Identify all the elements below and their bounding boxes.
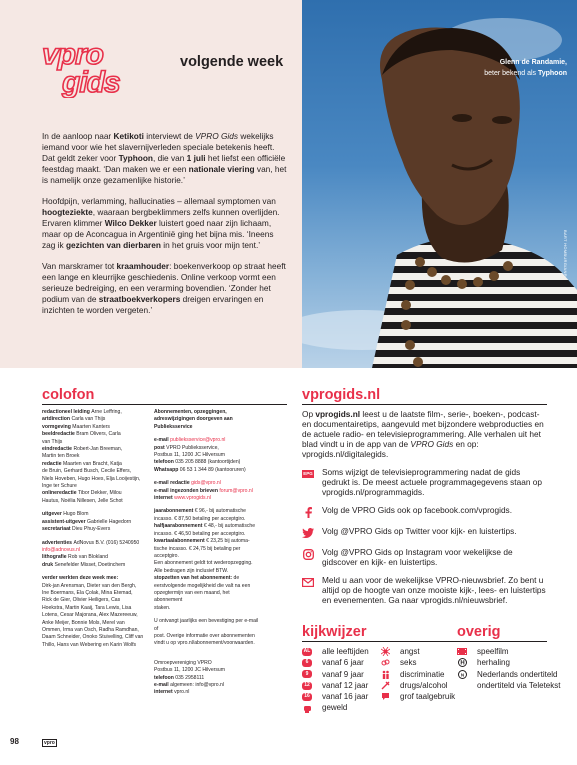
colofon-line: Inge ter Schure [42,483,77,490]
caption-subline: beter bekend als Typhoon [484,69,567,77]
colofon-line: incasso. € 87,50 betaling per acceptgiro. [154,515,246,522]
vpro-gids-logo [42,40,142,98]
colofon-line: Postbus 11, 1200 JC Hilversum [154,452,225,459]
colofon-line: e-mail ingezonden brieven forum@vpro.nl [154,487,253,494]
age-6-icon: 6 [302,659,312,667]
kijkwijzer-item: grof taalgebruik [380,691,455,702]
colofon-line: e-mail algemeen: info@vpro.nl [154,682,225,688]
vprogids-item: Volg @VPRO Gids op Twitter voor kijk- en luistertips. [302,526,547,539]
colofon-line: verder werkten deze week mee: [42,575,119,582]
colofon-line: artdirection Carla van Thijs [42,416,106,423]
kijkwijzer-themes [380,646,455,702]
colofon-line: Publieksservice [154,423,193,430]
colofon-credits [42,409,147,649]
overig-list [457,646,560,691]
colofon-line: U ontvangt jaarlijks een bevestiging per e-mail of [154,618,259,632]
fist-icon [302,704,312,713]
colofon-line: adreswijzigingen doorgeven aan [154,416,233,423]
svg-text:gids: gids [62,66,120,98]
kijkwijzer-item: seks [380,657,455,668]
colofon-line: druk Senefelder Misset, Doetinchem [42,561,126,568]
colofon-line: Omroepvereniging VPRO [154,659,212,666]
svg-text:N: N [460,672,464,678]
overig-heading: overig [457,624,501,640]
colofon-subscriptions [154,409,259,697]
colofon-line: stopzetten van het abonnement: de [154,575,240,582]
vprogids-heading: vprogids.nl [302,387,381,403]
colofon-line: redactioneel leiding Arne Leffring, [42,409,122,415]
facebook-icon [302,506,314,518]
colofon-line: assistent-uitgever Gabrielle Hagedorn [42,518,132,525]
colofon-line: vindt u op vpro.nl/abonnement/voorwaarden. [154,640,255,647]
colofon-line: Niels Hoveben, Hugo Hoes, Elja Looijestijn, [42,475,141,482]
vprogids-item: Meld u aan voor de wekelijkse VPRO-nieuwsbrief. Zo bent u altijd op de hoogte van onze mooiste kijk-, lees- en luistertips en evenementen. Ga naar vprogids.nl/nieuwsbrief. [302,575,547,605]
overig-item: H herhaling [457,657,560,668]
colofon-line: onlineredactie Tibor Dekker, Milou [42,490,122,497]
svg-text:vpro: vpro [42,40,104,71]
colofon-line: advertenties AdNovus B.V. (016) 5240950 [42,539,140,546]
intro-paragraph: Van marskramer tot kraamhouder: boekenverkoop op straat heeft een lange en kleurrijke geschiedenis. Online verkoop vormt een serieuze bedreiging, en een verarming bovendien. ‘Zonder het podium van de straatboekverkopers dreigen ervaringen en inzichten te worden vergeten.’ [42,261,286,315]
colofon-line: Whatsapp 06 53 1 344 89 (kantooruren) [154,466,246,473]
spider-icon [380,647,390,656]
colofon-line: Postbus 11, 1200 JC Hilversum [154,667,225,674]
film-icon [457,647,467,656]
colofon-line: internet www.vprogids.nl [154,495,211,502]
colofon-line: van Thijs [42,438,63,445]
colofon-line: Thillo, Hans van Webering en Karin Wolfs [42,641,137,648]
discrimination-icon [380,670,390,679]
colofon-line: Daam Schneider, Onoko Stuivelling, Cliff van [42,634,144,641]
kijkwijzer-item: discriminatie [380,669,455,680]
kijkwijzer-item: 16 vanaf 16 jaar [302,691,369,702]
colofon-line: Anke Meijer, Bonnie Mols, Merel van [42,619,125,626]
age-16-icon: 16 [302,693,312,701]
speech-icon [380,692,390,701]
colofon-line: Hoekstra, Martin Kaaij, Tara Lewis, Lisa [42,604,132,611]
kijkwijzer-item: 6 vanaf 6 jaar [302,657,369,668]
divider [42,404,287,405]
kijkwijzer-item: drugs/alcohol [380,680,455,691]
colofon-line: lithografie Rob van Blokland [42,554,108,561]
colofon-heading: colofon [42,387,95,403]
colofon-line: info@adnovus.nl [42,546,81,553]
colofon-line: telefoon 035 2958111 [154,674,205,681]
colofon-line: eerstvolgende mogelijkheid die valt na een [154,582,251,589]
cover-photo [302,0,577,368]
colofon-line: Abonnementen, opzeggingen, [154,409,227,415]
colofon-line: Hautus, Noëlia Nillesen, Jelle Schot [42,497,123,504]
sex-icon [380,658,390,667]
nl-icon [457,670,467,679]
colofon-line: vormgeving Maarten Kanters [42,423,110,430]
footer-logo: vpro [44,740,55,746]
colofon-line: Dirk-jan Arensman, Dieter van den Bergh, [42,582,137,589]
colofon-line: post. Overige informatie over abonnementen [154,632,255,639]
portrait-illustration [302,0,577,368]
kijkwijzer-item: 9 vanaf 9 jaar [302,669,369,680]
colofon-line: secretariaat Dieu Phuy-Evers [42,526,111,533]
vprogids-item: EPG Soms wijzigt de televisieprogrammering nadat de gids gedrukt is. De meest actuele programmagegevens staan op vprogids.nl/programmagids. [303,467,542,497]
colofon-line: telefoon 035 205 8888 (kantoortijden) [154,459,241,466]
overig-item: N Nederlands ondertiteld [457,669,560,680]
age-12-icon: 12 [302,682,312,690]
colofon-line: staken. [154,604,171,611]
colofon-line: halfjaarabonnement € 48,- bij automatische [154,523,256,530]
page-title: volgende week [180,54,284,70]
colofon-line: kwartaalabonnement € 23,25 bij automa- [154,538,250,545]
vprogids-section [302,409,547,605]
syringe-icon [380,681,390,690]
colofon-line: internet vpro.nl [154,689,190,696]
svg-text:H: H [459,661,465,668]
colofon-line: Ommen, Irma van Osch, Radha Ramdhan, [42,626,139,633]
colofon-line: e-mail redactie gids@vpro.nl [154,480,221,487]
overig-item: ondertiteld via Teletekst [477,680,561,690]
caption-name: Glenn de Randamie, [499,59,567,66]
colofon-line: tische incasso. € 24,75 bij betaling per acceptgiro. [154,545,241,559]
kijkwijzer-item: geweld [302,702,369,713]
colofon-line: incasso. € 46,50 betaling per acceptgiro. [154,530,246,537]
age-all-icon: AL [303,648,311,654]
repeat-icon [457,658,467,667]
colofon-line: uitgever Hugo Blom [42,511,89,518]
colofon-line: Rick de Gier, Olivier Heiligers, Cas [42,597,121,604]
colofon-line: de Bruin, Gerhard Busch, Cecile Effers, [42,468,132,475]
vprogids-item: Volg de VPRO Gids ook op facebook.com/vprogids. [302,505,547,518]
kijkwijzer-heading: kijkwijzer [302,624,367,640]
page-number: 98 [10,737,19,746]
colofon-line: beeldredactie Bram Olivers, Carla [42,431,121,438]
colofon-line: post VPRO Publieksservice, [154,444,219,451]
divider [302,404,547,405]
colofon-line: eindredactie Robert-Jan Breeman, [42,446,123,453]
colofon-line: Lotens, Cesar Majorana, Alex Mazereeuw, [42,612,138,619]
colofon-line: e-mail publieksservice@vpro.nl [154,437,226,444]
vprogids-item: Volg @VPRO Gids op Instagram voor wekelijkse de gidscover en kijk- en luistertips. [302,547,547,567]
intro-paragraph: Hoofdpijn, verlamming, hallucinaties – allemaal symptomen van hoogteziekte, waaraan bergbeklimmers zelfs kunnen overlijden. Ervaren klimmer Wilco Dekker luistert goed naar zijn lichaam, maar op de Aconcagua in Argentinië ging het bijna mis. ‘Ineens zag ik gezichten van dierbaren in het gruis voor mijn tent.’ [42,196,280,250]
photo-caption [484,58,567,79]
kijkwijzer-item: 12 vanaf 12 jaar [302,680,369,691]
kijkwijzer-item: AL alle leeftijden [303,647,369,656]
intro-paragraph: In de aanloop naar Ketikoti interviewt de VPRO Gids wekelijks iemand voor wie het slavernijverleden speciale betekenis heeft. Dat geldt zeker voor Typhoon, die van 1 juli het liefst een officiële feestdag maakt. ‘Dan maken we er een nationale viering van, het is namelijk onze gezamenlijke historie.’ [42,131,287,185]
kijkwijzer-item: angst [380,646,455,657]
age-9-icon: 9 [302,670,312,678]
vprogids-intro: Op vprogids.nl leest u de laatste film-, serie-, boeken-, podcast- en documentairetips, aangevuld met bijzondere webproducties en de actuele radio- en televisieprogrammering. Alle verhalen uit het blad vindt u in de app van de VPRO Gids en op: vprogids.nl/digitalegids. [302,409,544,459]
divider [302,641,547,642]
overig-item: speelfilm [457,646,560,657]
colofon-line: Een abonnement geldt tot wederopzegging. [154,560,253,567]
kijkwijzer-ages [302,646,369,714]
photo-credit: BART HOMBURG/ANP [563,230,568,277]
colofon-line: redactie Maarten van Bracht, Katja [42,460,122,467]
mail-icon [302,576,314,588]
intro-article [42,131,287,326]
colofon-line: Martin ten Broek [42,453,80,460]
colofon-line: opzegtermijn van een maand, het abonnement [154,589,230,604]
colofon-line: Alle bedragen zijn inclusief BTW. [154,567,229,574]
epg-icon: EPG [303,471,313,476]
colofon-line: Ine Boermans, Ela Çolak, Mina Etemad, [42,589,133,596]
instagram-icon [302,548,314,560]
twitter-icon [302,527,314,539]
colofon-line: jaarabonnement € 96,- bij automatische [154,508,247,515]
